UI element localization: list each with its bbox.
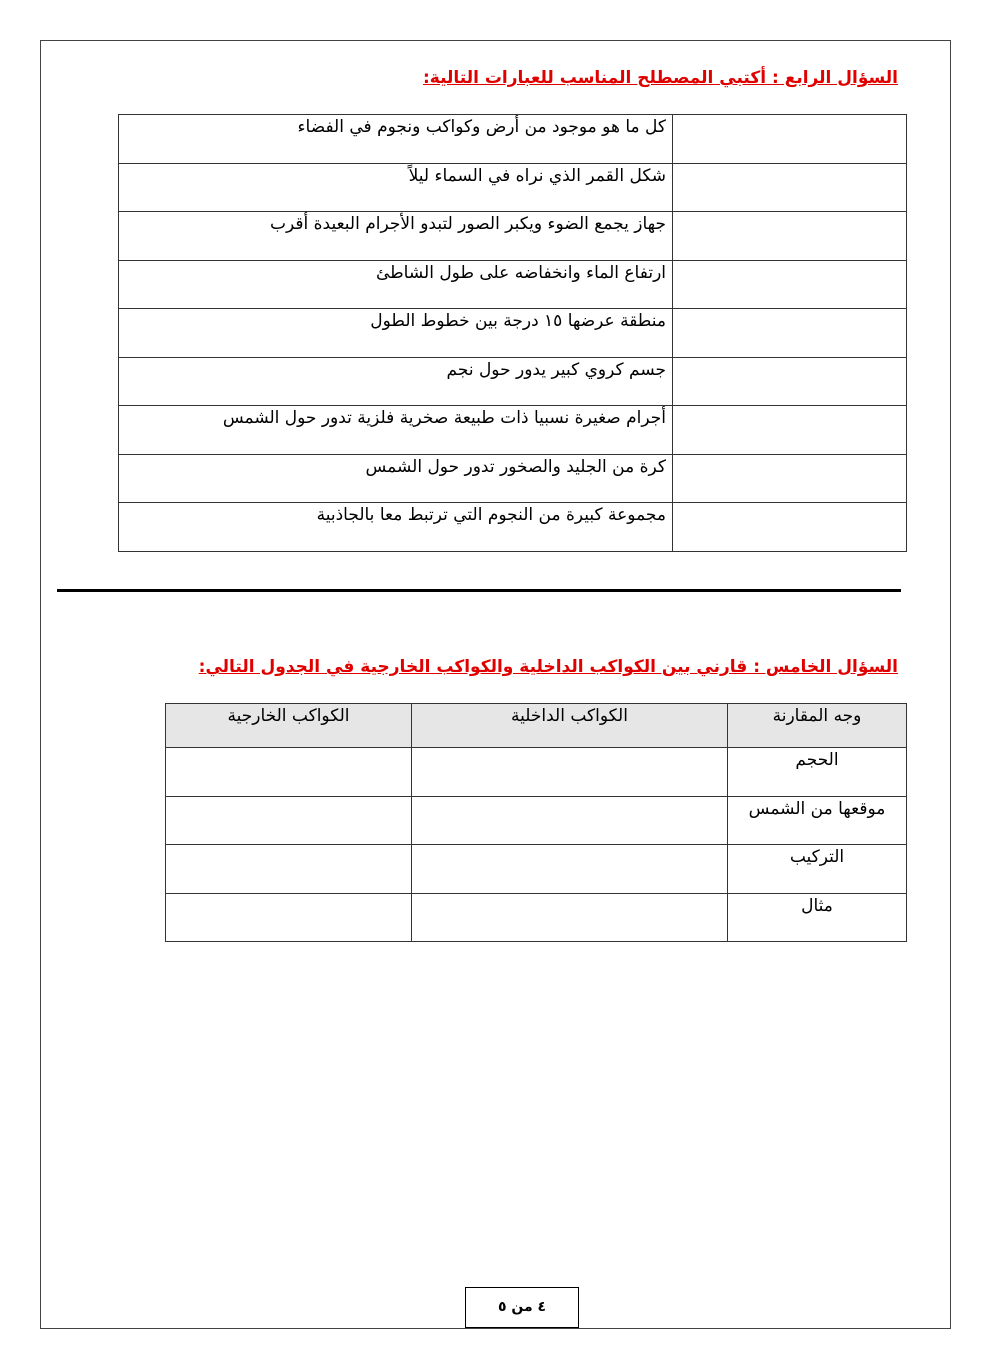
section-divider [57,589,901,592]
table-row [166,748,907,797]
page-number: ٤ من ٥ [465,1287,579,1328]
answer-cell[interactable] [673,115,907,164]
answer-cell[interactable] [673,309,907,358]
statement-cell: أجرام صغيرة نسبيا ذات طبيعة صخرية فلزية تدور حول الشمس [119,406,673,455]
outer-planets-cell[interactable] [166,748,412,797]
table-row [119,163,907,212]
answer-cell[interactable] [673,357,907,406]
comparison-label: الحجم [728,748,907,797]
table-row [119,406,907,455]
answer-cell[interactable] [673,503,907,552]
question-4-title: السؤال الرابع : أكتبي المصطلح المناسب للعبارات التالية: [422,68,898,88]
statement-cell: شكل القمر الذي نراه في السماء ليلاً [119,163,673,212]
table-header-row [166,704,907,748]
answer-cell[interactable] [673,454,907,503]
header-inner-planets: الكواكب الداخلية [412,704,728,748]
statement-cell: كرة من الجليد والصخور تدور حول الشمس [119,454,673,503]
comparison-label: التركيب [728,845,907,894]
table-row [166,893,907,942]
answer-cell[interactable] [673,212,907,261]
statement-cell: مجموعة كبيرة من النجوم التي ترتبط معا بالجاذبية [119,503,673,552]
statement-cell: جهاز يجمع الضوء ويكبر الصور لتبدو الأجرام البعيدة أقرب [119,212,673,261]
table-row [119,115,907,164]
table-row [166,845,907,894]
table-row [119,503,907,552]
inner-planets-cell[interactable] [412,845,728,894]
outer-planets-cell[interactable] [166,845,412,894]
question-5-table [165,703,907,942]
table-row [166,796,907,845]
answer-cell[interactable] [673,406,907,455]
question-5-title: السؤال الخامس : قارني بين الكواكب الداخلية والكواكب الخارجية في الجدول التالي: [198,657,898,677]
comparison-label: موقعها من الشمس [728,796,907,845]
table-row [119,454,907,503]
answer-cell[interactable] [673,163,907,212]
statement-cell: ارتفاع الماء وانخفاضه على طول الشاطئ [119,260,673,309]
outer-planets-cell[interactable] [166,796,412,845]
statement-cell: كل ما هو موجود من أرض وكواكب ونجوم في الفضاء [119,115,673,164]
header-comparison: وجه المقارنة [728,704,907,748]
inner-planets-cell[interactable] [412,893,728,942]
table-row [119,212,907,261]
table-row [119,357,907,406]
header-outer-planets: الكواكب الخارجية [166,704,412,748]
question-4-table [118,114,907,552]
table-row [119,260,907,309]
inner-planets-cell[interactable] [412,796,728,845]
outer-planets-cell[interactable] [166,893,412,942]
comparison-label: مثال [728,893,907,942]
statement-cell: منطقة عرضها ١٥ درجة بين خطوط الطول [119,309,673,358]
statement-cell: جسم كروي كبير يدور حول نجم [119,357,673,406]
inner-planets-cell[interactable] [412,748,728,797]
answer-cell[interactable] [673,260,907,309]
table-row [119,309,907,358]
